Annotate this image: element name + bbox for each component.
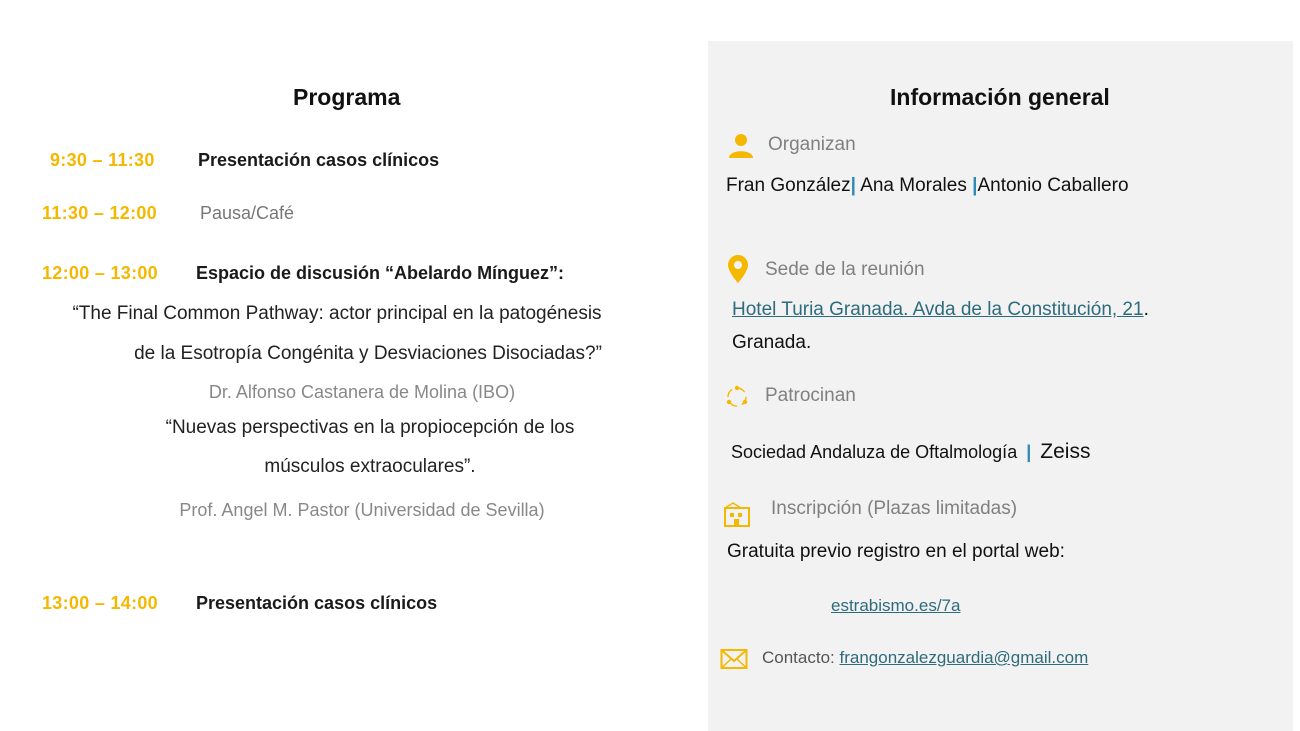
talk-2-line-2: músculos extraoculares”. [264, 456, 476, 477]
organizer-name: Fran González [726, 175, 851, 196]
venue-city: Granada. [732, 332, 812, 353]
contacto-row [762, 648, 1088, 668]
venue-address-suffix: . [1143, 299, 1149, 320]
venue-address-link[interactable]: Hotel Turia Granada. Avda de la Constitución, 21 [732, 299, 1144, 320]
contact-email-link[interactable]: frangonzalezguardia@gmail.com [839, 648, 1089, 667]
schedule-item-4: Presentación casos clínicos [196, 593, 438, 613]
person-icon [728, 132, 754, 158]
sponsor-separator: | [1026, 442, 1032, 462]
inscripcion-label: Inscripción (Plazas limitadas) [771, 498, 1018, 519]
sponsors [731, 440, 1090, 464]
location-pin-icon [728, 255, 748, 283]
sede-label: Sede de la reunión [765, 259, 925, 280]
contacto-label: Contacto: [762, 648, 835, 667]
patrocinan-label: Patrocinan [765, 385, 856, 406]
talk-2-speaker: Prof. Angel M. Pastor (Universidad de Sevilla) [179, 500, 545, 520]
schedule-time-3: 12:00 – 13:00 [42, 263, 158, 283]
inscripcion-text: Gratuita previo registro en el portal web: [727, 541, 1065, 562]
programa-title: Programa [293, 84, 401, 110]
venue-address [732, 299, 1149, 321]
organizer-name: Ana Morales [860, 175, 967, 196]
organizer-name: Antonio Caballero [977, 175, 1129, 196]
info-title: Información general [890, 84, 1110, 110]
talk-2-line-1: “Nuevas perspectivas en la propiocepción de los [165, 417, 575, 438]
schedule-item-2: Pausa/Café [200, 203, 295, 223]
organizers [726, 175, 1129, 197]
schedule-time-2: 11:30 – 12:00 [42, 203, 157, 223]
schedule-time-1: 9:30 – 11:30 [50, 150, 155, 170]
schedule-item-3: Espacio de discusión “Abelardo Mínguez”: [196, 263, 565, 283]
mail-icon [720, 648, 748, 670]
organizer-separator: | [850, 175, 856, 196]
schedule-item-1: Presentación casos clínicos [198, 150, 440, 170]
sponsor-name: Sociedad Andaluza de Oftalmología [731, 442, 1018, 462]
registration-link[interactable]: estrabismo.es/7a [831, 596, 961, 615]
sponsor-name: Zeiss [1040, 440, 1091, 463]
building-icon [723, 502, 753, 528]
sponsor-circle-icon [724, 384, 750, 410]
organizer-separator: | [972, 175, 978, 196]
talk-1-speaker: Dr. Alfonso Castanera de Molina (IBO) [208, 382, 516, 402]
talk-1-line-2: de la Esotropía Congénita y Desviaciones Disociadas?” [134, 343, 602, 364]
schedule-time-4: 13:00 – 14:00 [42, 593, 158, 613]
talk-1-line-1: “The Final Common Pathway: actor principal en la patogénesis [72, 303, 602, 324]
organizan-label: Organizan [768, 134, 856, 155]
